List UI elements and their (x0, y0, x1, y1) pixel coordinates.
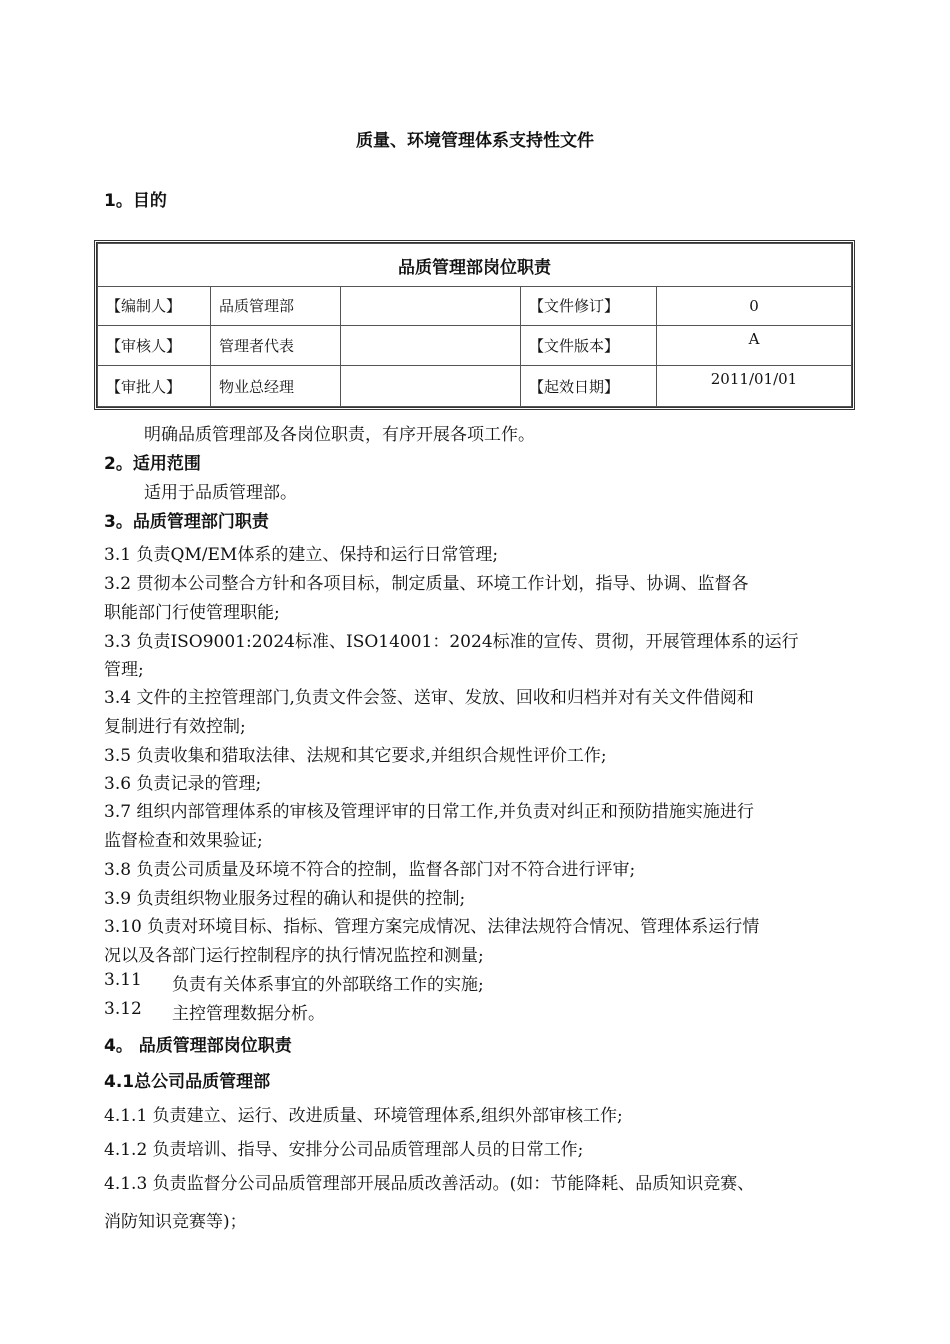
paragraph-line: 3.6 负责记录的管理; (104, 774, 262, 794)
row-value: 品质管理部 (211, 287, 341, 326)
paragraph-line: 主控管理数据分析。 (172, 1004, 325, 1024)
paragraph-line: 3.3 负责ISO9001:2024标准、ISO14001：2024标准的宣传、贯彻，开展管理体系的运行 (104, 632, 799, 652)
table-header: 品质管理部岗位职责 (98, 244, 852, 287)
section-4-heading: 4。 品质管理部岗位职责 (104, 1036, 292, 1056)
paragraph-line: 复制进行有效控制; (104, 717, 246, 737)
purpose-text: 明确品质管理部及各岗位职责，有序开展各项工作。 (144, 425, 535, 445)
item-number: 3.12 (104, 999, 142, 1019)
row-label: 【审批人】 (98, 366, 211, 407)
section-2-heading: 2。适用范围 (104, 454, 201, 474)
paragraph-line: 3.4 文件的主控管理部门,负责文件会签、送审、发放、回收和归档并对有关文件借阅和 (104, 688, 754, 708)
paragraph-line: 3.8 负责公司质量及环境不符合的控制，监督各部门对不符合进行评审; (104, 860, 636, 880)
paragraph-line: 3.2 贯彻本公司整合方针和各项目标，制定质量、环境工作计划，指导、协调、监督各 (104, 574, 749, 594)
item-number: 3.11 (104, 970, 142, 990)
paragraph-line: 监督检查和效果验证; (104, 831, 263, 851)
meta-label: 【起效日期】 (521, 366, 657, 407)
paragraph-line: 3.5 负责收集和猎取法律、法规和其它要求,并组织合规性评价工作; (104, 746, 607, 766)
row-value: 管理者代表 (211, 325, 341, 366)
info-table (94, 240, 855, 410)
paragraph-line: 负责有关体系事宜的外部联络工作的实施; (172, 975, 484, 995)
paragraph-line: 消防知识竞赛等)； (104, 1212, 247, 1232)
table-row (98, 287, 852, 326)
paragraph-line: 3.1 负责QM/EM体系的建立、保持和运行日常管理; (104, 545, 499, 565)
paragraph-line: 管理; (104, 660, 144, 680)
row-label: 【审核人】 (98, 325, 211, 366)
document-title: 质量、环境管理体系支持性文件 (356, 131, 594, 151)
row-label: 【编制人】 (98, 287, 211, 326)
meta-label: 【文件版本】 (521, 325, 657, 366)
section-3-heading: 3。品质管理部门职责 (104, 512, 269, 532)
paragraph-line: 4.1.3 负责监督分公司品质管理部开展品质改善活动。(如：节能降耗、品质知识竞赛、 (104, 1174, 755, 1194)
empty-cell (341, 366, 521, 407)
section-1-heading: 1。目的 (104, 191, 167, 211)
empty-cell (341, 325, 521, 366)
meta-value: A (657, 325, 852, 366)
meta-value: 2011/01/01 (657, 366, 852, 407)
meta-value: 0 (657, 287, 852, 326)
empty-cell (341, 287, 521, 326)
paragraph-line: 3.7 组织内部管理体系的审核及管理评审的日常工作,并负责对纠正和预防措施实施进行 (104, 802, 754, 822)
paragraph-line: 3.10 负责对环境目标、指标、管理方案完成情况、法律法规符合情况、管理体系运行情 (104, 917, 760, 937)
paragraph-line: 职能部门行使管理职能; (104, 603, 280, 623)
table-row (98, 325, 852, 366)
paragraph-line: 况以及各部门运行控制程序的执行情况监控和测量; (104, 946, 484, 966)
meta-label: 【文件修订】 (521, 287, 657, 326)
row-value: 物业总经理 (211, 366, 341, 407)
paragraph-line: 3.9 负责组织物业服务过程的确认和提供的控制; (104, 889, 466, 909)
table-row (98, 366, 852, 407)
paragraph-line: 4.1.1 负责建立、运行、改进质量、环境管理体系,组织外部审核工作; (104, 1106, 623, 1126)
section-4-1-heading: 4.1总公司品质管理部 (104, 1072, 271, 1092)
scope-text: 适用于品质管理部。 (144, 483, 297, 503)
paragraph-line: 4.1.2 负责培训、指导、安排分公司品质管理部人员的日常工作; (104, 1140, 584, 1160)
